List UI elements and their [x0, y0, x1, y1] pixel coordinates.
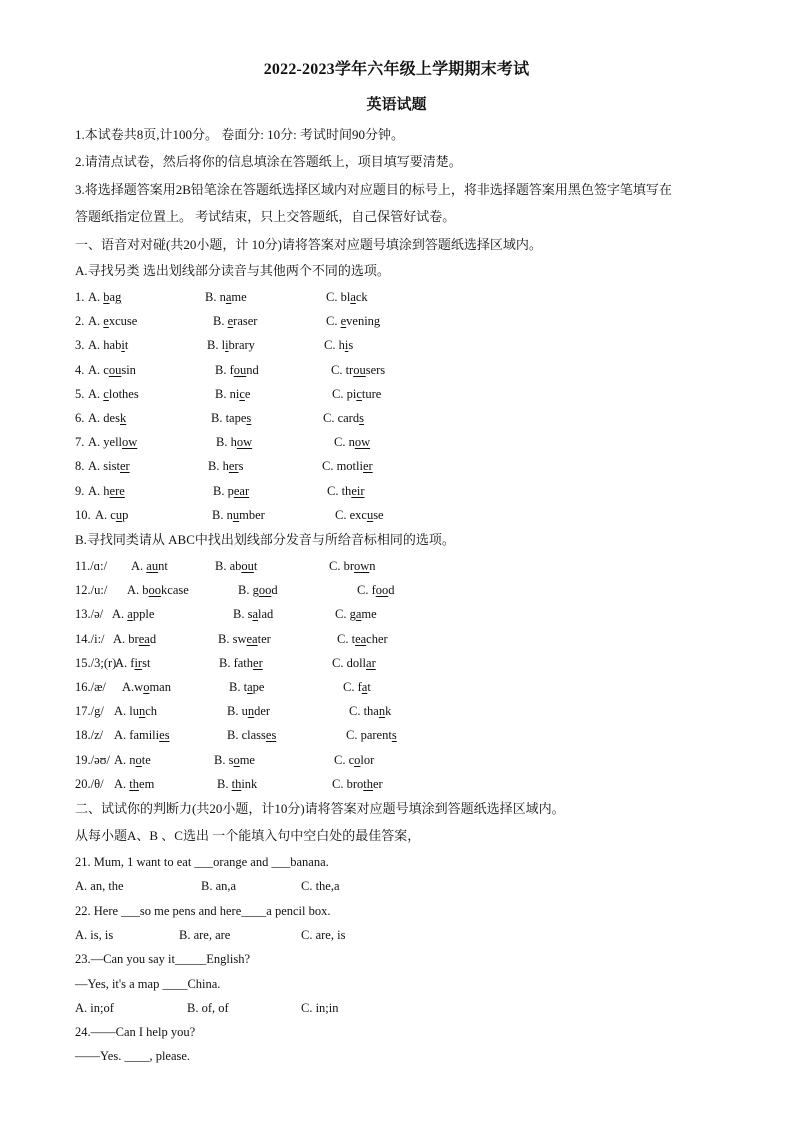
qb-option-b-text: B. think	[217, 776, 258, 791]
qc-option-c: C. are, is	[301, 928, 346, 942]
qa-option-c	[334, 433, 370, 451]
qa-option-c	[332, 385, 381, 403]
qa-option-b	[211, 409, 251, 427]
qb-option-c	[349, 702, 391, 720]
qa-option-b-text: B. library	[207, 338, 255, 353]
qa-option-a-text: A. excuse	[88, 314, 138, 329]
qa-option-a-text: A. yellow	[88, 435, 138, 450]
qc-option-c: C. the,a	[301, 879, 340, 893]
partA-heading: A.寻找另类 选出划线部分读音与其他两个不同的选项。	[75, 263, 390, 278]
qa-option-a	[88, 361, 136, 379]
qa-option-b-text: B. found	[215, 362, 259, 377]
qa-question-number: 3.	[75, 338, 85, 353]
qb-option-a	[131, 557, 168, 575]
qa-option-a	[88, 312, 137, 330]
qb-option-a	[114, 726, 170, 744]
qa-option-a-text: A. here	[88, 483, 125, 498]
qc-option-b: B. an,a	[201, 879, 237, 893]
qa-option-c-text: C. cards	[323, 411, 364, 425]
qa-option-c-text: C. motlier	[322, 459, 373, 474]
qb-option-a	[114, 775, 154, 793]
section1-heading: 一、语音对对碰(共20小题，计 10分)请将答案对应题号填涂到答题纸选择区域内。	[75, 237, 542, 252]
qb-question-number: 13./ə/	[75, 607, 104, 622]
qa-option-c-text: C. picture	[332, 386, 382, 401]
qb-option-a	[122, 678, 171, 696]
qa-question-number: 4.	[75, 362, 85, 377]
qa-option-b	[213, 312, 257, 330]
qa-option-b-text: B. pear	[213, 483, 250, 498]
qb-option-c	[357, 581, 395, 599]
qa-option-b	[215, 361, 259, 379]
qb-option-a	[114, 702, 157, 720]
qa-option-c-text: C. black	[326, 290, 368, 304]
qb-option-c-text: C. brother	[332, 776, 383, 791]
qb-question-number: 18./z/	[75, 728, 104, 743]
qa-option-c	[331, 361, 385, 379]
qb-option-c-text: C. teacher	[337, 631, 388, 646]
qa-option-a-text: A. clothes	[88, 386, 139, 401]
qb-option-b-text: B. father	[219, 655, 263, 670]
qa-option-b-text: B. name	[205, 290, 247, 304]
qa-question-number: 6.	[75, 411, 85, 425]
qc-stem: 21. Mum, 1 want to eat ___orange and ___banana.	[75, 855, 329, 869]
qb-option-b	[233, 605, 273, 623]
exam-title: 2022-2023学年六年级上学期期末考试	[263, 61, 530, 78]
qb-option-b	[229, 678, 264, 696]
qb-question-number: 16./æ/	[75, 680, 106, 694]
qb-option-a-text: A. apple	[112, 607, 155, 622]
qa-option-a	[95, 506, 128, 524]
qb-question-number: 14./i:/	[75, 631, 105, 646]
qb-option-c-text: C. dollar	[332, 655, 376, 670]
qc-option-b: B. are, are	[179, 928, 231, 942]
exam-subtitle: 英语试题	[366, 97, 427, 113]
qb-option-b	[227, 702, 270, 720]
qc-stem: 23.—Can you say it_____English?	[75, 952, 250, 966]
qa-option-b	[213, 482, 249, 500]
qa-option-a-text: A. bag	[88, 290, 122, 304]
section2-instruction: 从每小题A、B 、C选出 一个能填入句中空白处的最佳答案，	[75, 828, 421, 843]
qa-option-b	[207, 336, 255, 354]
qb-option-b	[215, 557, 257, 575]
qa-option-a	[88, 336, 128, 354]
qb-option-b-text: B. salad	[233, 607, 274, 622]
qa-option-a	[88, 385, 139, 403]
qb-option-c-text: C. thank	[349, 704, 392, 719]
qc-option-a: A. in;of	[75, 1001, 114, 1015]
qa-option-b-text: B. how	[216, 435, 253, 450]
qc-option-a: A. is, is	[75, 928, 114, 942]
qc-stem: 24.——Can I help you?	[75, 1025, 196, 1039]
qa-option-a-text: A. habit	[88, 338, 129, 353]
qa-question-number: 5.	[75, 386, 85, 401]
qa-option-a-text: A. desk	[88, 411, 127, 425]
qa-option-b	[205, 288, 247, 306]
qb-option-c	[332, 775, 383, 793]
qa-option-b-text: B. nice	[215, 386, 251, 401]
qb-option-c-text: C. parents	[346, 728, 397, 743]
qa-option-a-text: A. cup	[95, 507, 129, 522]
qa-option-c	[335, 506, 384, 524]
qb-option-b	[219, 654, 263, 672]
qa-question-number: 8.	[75, 459, 85, 474]
qb-option-c	[332, 654, 376, 672]
qc-option-a: A. an, the	[75, 879, 124, 893]
qa-option-a-text: A. cousin	[88, 362, 136, 377]
qa-option-b	[208, 457, 243, 475]
qb-question-number: 11./ɑ:/	[75, 559, 108, 573]
qb-option-a-text: A. note	[114, 752, 151, 767]
qb-question-number: 19./əʊ/	[75, 752, 110, 767]
instruction-4: 答题纸指定位置上。 考试结束，只上交答题纸，自己保管好试卷。	[75, 209, 456, 224]
qb-option-c-text: C. food	[357, 583, 395, 598]
qb-option-b-text: B. tape	[229, 680, 265, 694]
qb-option-b	[214, 751, 255, 769]
qb-option-b-text: B. about	[215, 559, 258, 573]
qb-option-c	[343, 678, 371, 696]
qa-option-c-text: C. evening	[326, 314, 381, 329]
qb-option-b	[227, 726, 276, 744]
qa-option-c	[326, 288, 368, 306]
instruction-1: 1.本试卷共8页,计100分。 卷面分: 10分: 考试时间90分钟。	[75, 127, 404, 142]
qb-option-b-text: B. some	[214, 752, 255, 767]
qa-option-c	[327, 482, 365, 500]
qb-question-number: 15./3;(r)/	[75, 655, 120, 670]
qc-stem: ——Yes. ____, please.	[75, 1049, 191, 1063]
qa-option-c-text: C. their	[327, 483, 365, 498]
qb-option-b-text: B. classes	[227, 728, 277, 743]
qa-option-c	[323, 409, 364, 427]
qa-option-c-text: C. excuse	[335, 507, 384, 522]
qb-option-c	[335, 605, 377, 623]
qb-option-a	[114, 751, 151, 769]
qb-option-c-text: C. fat	[343, 680, 371, 694]
qa-option-a-text: A. sister	[88, 459, 130, 474]
qa-option-b	[212, 506, 265, 524]
qb-option-b	[218, 630, 271, 648]
qc-stem: —Yes, it's a map ____China.	[75, 977, 221, 991]
qa-option-a	[88, 457, 130, 475]
qb-option-c	[329, 557, 376, 575]
partB-heading: B.寻找同类请从 ABC中找出划线部分发音与所给音标相同的选项。	[75, 532, 455, 547]
qb-option-a-text: A. aunt	[131, 559, 168, 573]
qa-option-a	[88, 482, 125, 500]
qb-option-a-text: A. them	[114, 776, 155, 791]
qb-option-a-text: A.woman	[122, 680, 171, 694]
qb-option-c	[346, 726, 397, 744]
qa-option-b-text: B. number	[212, 507, 265, 522]
qa-question-number: 7.	[75, 435, 85, 450]
qa-option-c-text: C. now	[334, 435, 371, 450]
qa-option-b-text: B. tapes	[211, 411, 252, 425]
qb-option-b	[238, 581, 278, 599]
qb-option-c-text: C. brown	[329, 559, 376, 573]
section2-heading: 二、试试你的判断力(共20小题，计10分)请将答案对应题号填涂到答题纸选择区域内。	[75, 801, 565, 816]
qb-option-a-text: A. first	[115, 655, 151, 670]
qb-option-b-text: B. good	[238, 583, 278, 598]
qb-option-c	[337, 630, 388, 648]
qa-option-b	[215, 385, 250, 403]
qa-question-number: 10.	[75, 507, 91, 522]
qb-question-number: 12./u:/	[75, 583, 108, 598]
instruction-2: 2.请清点试卷，然后将你的信息填涂在答题纸上，项目填写要清楚。	[75, 154, 462, 169]
qb-option-b	[217, 775, 257, 793]
qb-question-number: 17./g/	[75, 704, 104, 719]
qa-option-c	[326, 312, 380, 330]
qa-option-c	[322, 457, 373, 475]
qb-option-a	[113, 630, 156, 648]
qb-option-c-text: C. game	[335, 607, 377, 622]
qb-option-a	[115, 654, 150, 672]
qc-option-b: B. of, of	[187, 1001, 229, 1015]
qa-question-number: 2.	[75, 314, 85, 329]
qb-option-b-text: B. under	[227, 704, 271, 719]
qa-option-a	[88, 409, 126, 427]
qa-option-c	[324, 336, 353, 354]
qb-option-c-text: C. color	[334, 752, 375, 767]
qa-question-number: 1.	[75, 290, 85, 304]
qa-option-c-text: C. his	[324, 338, 354, 353]
qb-option-a	[127, 581, 189, 599]
qb-option-b-text: B. sweater	[218, 631, 271, 646]
qb-option-a	[112, 605, 154, 623]
qb-option-a-text: A. families	[114, 728, 170, 743]
qa-option-b-text: B. hers	[208, 459, 244, 474]
qb-option-a-text: A. bookcase	[127, 583, 189, 598]
qc-option-c: C. in;in	[301, 1001, 339, 1015]
qb-option-c	[334, 751, 374, 769]
qb-option-a-text: A. bread	[113, 631, 157, 646]
instruction-3: 3.将选择题答案用2B铅笔涂在答题纸选择区域内对应题目的标号上，将非选择题答案用黑色签字笔填写在	[75, 182, 672, 197]
qa-option-c-text: C. trousers	[331, 362, 386, 377]
qa-option-a	[88, 433, 137, 451]
qa-question-number: 9.	[75, 483, 85, 498]
qc-stem: 22. Here ___so me pens and here____a pencil box.	[75, 904, 331, 918]
qa-option-a	[88, 288, 121, 306]
qb-question-number: 20./θ/	[75, 776, 104, 791]
qa-option-b-text: B. eraser	[213, 314, 258, 329]
qa-option-b	[216, 433, 252, 451]
qb-option-a-text: A. lunch	[114, 704, 158, 719]
